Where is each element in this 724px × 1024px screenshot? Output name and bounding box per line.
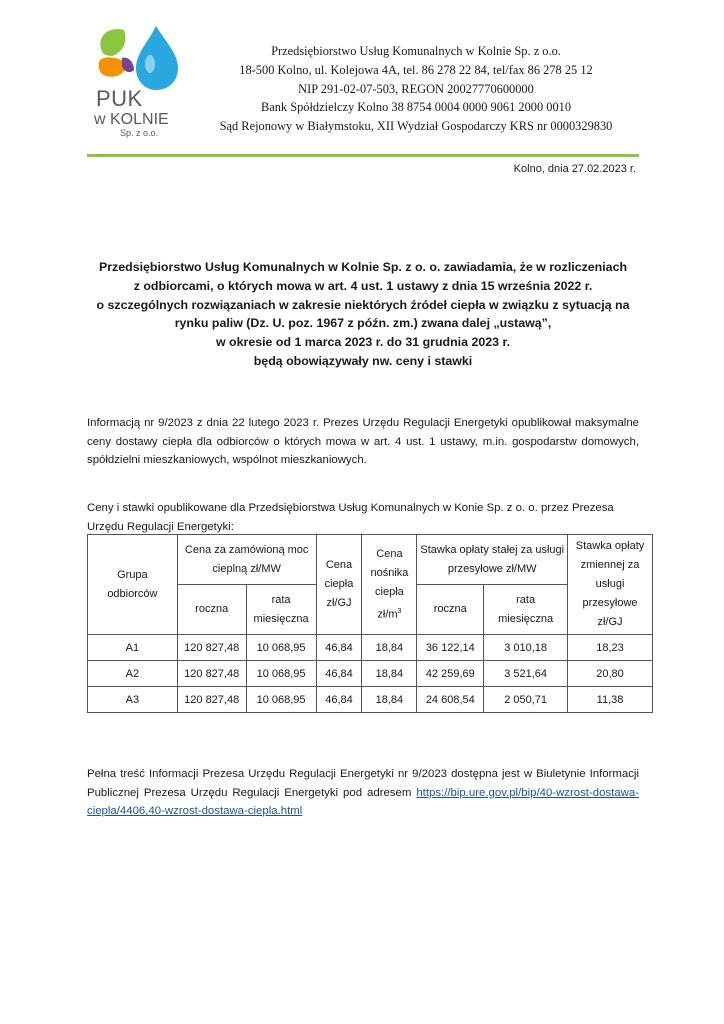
- header-line: Sąd Rejonowy w Białymstoku, XII Wydział Gospodarczy KRS nr 0000329830: [219, 119, 613, 134]
- header-monthly: rata miesięczna: [246, 585, 316, 635]
- rates-table: [87, 534, 653, 713]
- cell-fixed-annual: 42 259,69: [417, 661, 484, 687]
- bip-link[interactable]: https://bip.ure.gov.pl/bip/40-wzrost-dostawa-ciepla/4406,40-wzrost-dostawa-ciepla.html: [87, 786, 639, 818]
- notice-line: o szczególnych rozwiązaniach w zakresie niektórych źródeł ciepła w związku z sytuacją na: [96, 297, 630, 312]
- header-line: NIP 291-02-07-503, REGON 20027770600000: [298, 81, 534, 96]
- cell-group: A3: [88, 687, 178, 713]
- header-carrier-price-text: Cena nośnika ciepła zł/m: [370, 547, 409, 621]
- header-variable-fee: Stawka opłaty zmiennej za usługi przesyłowe zł/GJ: [568, 535, 653, 635]
- header-line: 18-500 Kolno, ul. Kolejowa 4A, tel. 86 278 22 84, tel/fax 86 278 25 12: [239, 62, 593, 77]
- cell-fixed-monthly: 3 521,64: [484, 661, 568, 687]
- header-fixed-annual: roczna: [417, 585, 484, 635]
- cell-annual: 120 827,48: [177, 687, 246, 713]
- cell-variable: 11,38: [568, 687, 653, 713]
- notice-line: rynku paliw (Dz. U. poz. 1967 z późn. zm.) zwana dalej „ustawą”,: [174, 316, 552, 331]
- logo-puk-text: PUK: [96, 86, 143, 111]
- table-row: [88, 687, 653, 713]
- source-text: Pełna treść Informacji Prezesa Urzędu Regulacji Energetyki nr 9/2023 dostępna jest w Biuletynie Informacji Publicznej Prezesa Urzędu Regulacji Energetyki pod adresem: [87, 768, 639, 799]
- notice-line: Przedsiębiorstwo Usług Komunalnych w Kolnie Sp. z o. o. zawiadamia, że w rozliczeniach: [98, 260, 628, 274]
- header-group: Grupa odbiorców: [88, 535, 178, 635]
- cell-annual: 120 827,48: [177, 661, 246, 687]
- cell-fixed-monthly: 3 010,18: [484, 635, 568, 661]
- cell-heat: 46,84: [316, 687, 362, 713]
- table-row: [88, 635, 653, 661]
- notice-line: będą obowiązywały nw. ceny i stawki: [253, 353, 473, 368]
- cell-variable: 18,23: [568, 635, 653, 661]
- cell-monthly: 10 068,95: [246, 687, 316, 713]
- notice-line: w okresie od 1 marca 2023 r. do 31 grudnia 2023 r.: [215, 335, 511, 350]
- header-heat-price: Cena ciepła zł/GJ: [316, 535, 362, 635]
- logo-suffix-text: Sp. z o.o.: [120, 128, 159, 138]
- cell-monthly: 10 068,95: [246, 661, 316, 687]
- document-date: Kolno, dnia 27.02.2023 r.: [513, 163, 636, 175]
- cell-fixed-annual: 36 122,14: [417, 635, 484, 661]
- logo-city-text: w KOLNIE: [94, 111, 169, 128]
- notice-line: z odbiorcami, o których mowa w art. 4 ust. 1 ustawy z dnia 15 września 2022 r.: [133, 278, 593, 293]
- cell-group: A1: [88, 635, 178, 661]
- cell-monthly: 10 068,95: [246, 635, 316, 661]
- header-line: Bank Spółdzielczy Kolno 38 8754 0004 0000 9061 2000 0010: [260, 100, 572, 115]
- cell-annual: 120 827,48: [177, 635, 246, 661]
- header-capacity-price: Cena za zamówioną moc cieplną zł/MW: [177, 535, 316, 585]
- cell-carrier: 18,84: [362, 687, 417, 713]
- header-line: Przedsiębiorstwo Usług Komunalnych w Kolnie Sp. z o.o.: [271, 44, 561, 58]
- header-fixed-monthly: rata miesięczna: [484, 585, 568, 635]
- table-row: [88, 661, 653, 687]
- logo-emblem-icon: [94, 22, 186, 92]
- header-fixed-fee: Stawka opłaty stałej za usługi przesyłowe zł/MW: [417, 535, 568, 585]
- header-carrier-price-sup: 3: [397, 607, 402, 615]
- header-divider: [87, 154, 639, 157]
- cell-heat: 46,84: [316, 661, 362, 687]
- notice-heading: [87, 258, 639, 371]
- info-paragraph: Informacją nr 9/2023 z dnia 22 lutego 2023 r. Prezes Urzędu Regulacji Energetyki opublikował maksymalne ceny dostawy ciepła dla odbiorców o których mowa w art. 4 ust. 1 ustawy, m.in. gospodarstw domowych, spółdzielni mieszkaniowych, wspólnot mieszkaniowych.: [87, 417, 639, 467]
- header-carrier-price: [362, 535, 417, 635]
- header-annual: roczna: [177, 585, 246, 635]
- company-logo: [90, 22, 190, 140]
- cell-group: A2: [88, 661, 178, 687]
- cell-variable: 20,80: [568, 661, 653, 687]
- company-header: [196, 42, 636, 136]
- table-header-row: [88, 535, 653, 585]
- source-paragraph: [87, 765, 639, 821]
- cell-heat: 46,84: [316, 635, 362, 661]
- cell-carrier: 18,84: [362, 635, 417, 661]
- cell-fixed-annual: 24 608,54: [417, 687, 484, 713]
- table-intro-paragraph: Ceny i stawki opublikowane dla Przedsiębiorstwa Usług Komunalnych w Konie Sp. z o. o. przez Prezesa Urzędu Regulacji Energetyki:: [87, 502, 614, 533]
- cell-fixed-monthly: 2 050,71: [484, 687, 568, 713]
- cell-carrier: 18,84: [362, 661, 417, 687]
